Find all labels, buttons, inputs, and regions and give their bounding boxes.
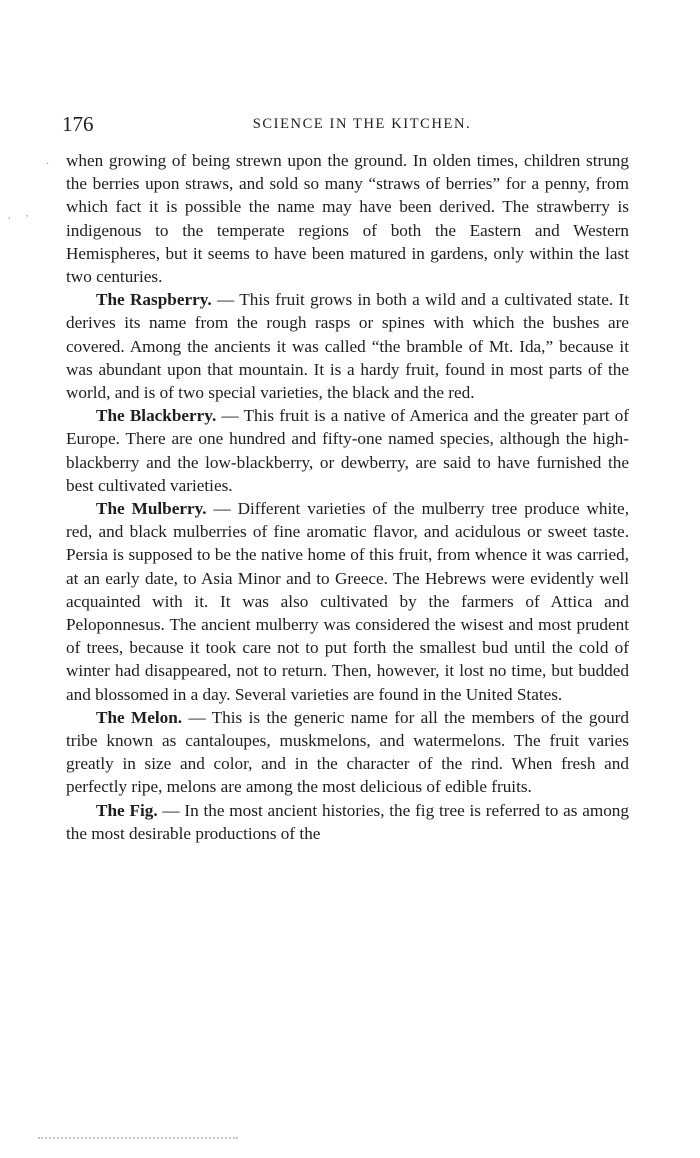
page-number: 176 xyxy=(62,112,94,136)
paragraph-text: — In the most ancient histories, the fig tree is referred to as among the most desirable productions of the xyxy=(66,800,629,843)
running-head: SCIENCE IN THE KITCHEN. xyxy=(252,116,472,132)
margin-speck: , xyxy=(8,210,11,221)
scan-artifact xyxy=(38,1131,238,1139)
paragraph-text: — Different varieties of the mulberry tree produce white, red, and black mulberries of fine aromatic flavor, and acidulous or sweet taste. Persia is supposed to be the native home of this fruit, from whence it was carried, at an early date, to Asia Minor and to Greece. The Hebrews were evidently well acquainted with it. It was also cultivated by the farmers of Attica and Peloponnesus. The ancient mulberry was considered the wisest and most prudent of trees, because it took care not to put forth the smallest bud until the cold of winter had disappeared, not to return. Then, however, it lost no time, but budded and blossomed in a day. Several varieties are found in the United States. xyxy=(66,499,629,704)
paragraph-text: — This fruit is a native of America and the greater part of Europe. There are one hundred and fifty-one named species, although the high-blackberry and the low-blackberry, or dewberry, are said to have furnished the best cultivated varieties. xyxy=(66,406,630,495)
margin-speck: . xyxy=(46,153,49,167)
margin-speck: , xyxy=(26,208,29,219)
paragraph-strawberry-continued xyxy=(66,149,629,288)
paragraph-text: when growing of being strewn upon the ground. In olden times, children strung the berries upon straws, and sold so many “straws of berries” for a penny, from which fact it is possible the name may have been derived. The strawberry is indigenous to the temperate regions of both the Eastern and Western Hemispheres, but it seems to have been matured in gardens, only within the last two centuries. xyxy=(66,151,629,287)
paragraph-melon xyxy=(66,706,629,799)
section-term: The Raspberry. xyxy=(96,290,212,310)
paragraph-text: — This fruit grows in both a wild and a cultivated state. It derives its name from the rough rasps or spines with which the bushes are covered. Among the ancients it was called “the bramble of Mt. Ida,” because it was abundant upon that mountain. It is a hardy fruit, found in most parts of the world, and is of two special varieties, the black and the red. xyxy=(66,290,629,403)
section-term: The Melon. xyxy=(96,707,183,727)
body-text xyxy=(66,149,629,845)
section-term: The Fig. xyxy=(96,800,158,820)
paragraph-blackberry xyxy=(66,404,629,497)
page-header xyxy=(62,112,632,142)
section-term: The Blackberry. xyxy=(96,406,217,426)
paragraph-raspberry xyxy=(66,288,629,404)
paragraph-text: — This is the generic name for all the members of the gourd tribe known as cantaloupes, muskmelons, and watermelons. The fruit varies greatly in size and color, and in the character of the rind. When fresh and perfectly ripe, melons are among the most delicious of edible fruits. xyxy=(66,707,629,797)
section-term: The Mulberry. xyxy=(96,499,207,519)
paragraph-mulberry xyxy=(66,497,629,706)
paragraph-fig xyxy=(66,799,629,845)
